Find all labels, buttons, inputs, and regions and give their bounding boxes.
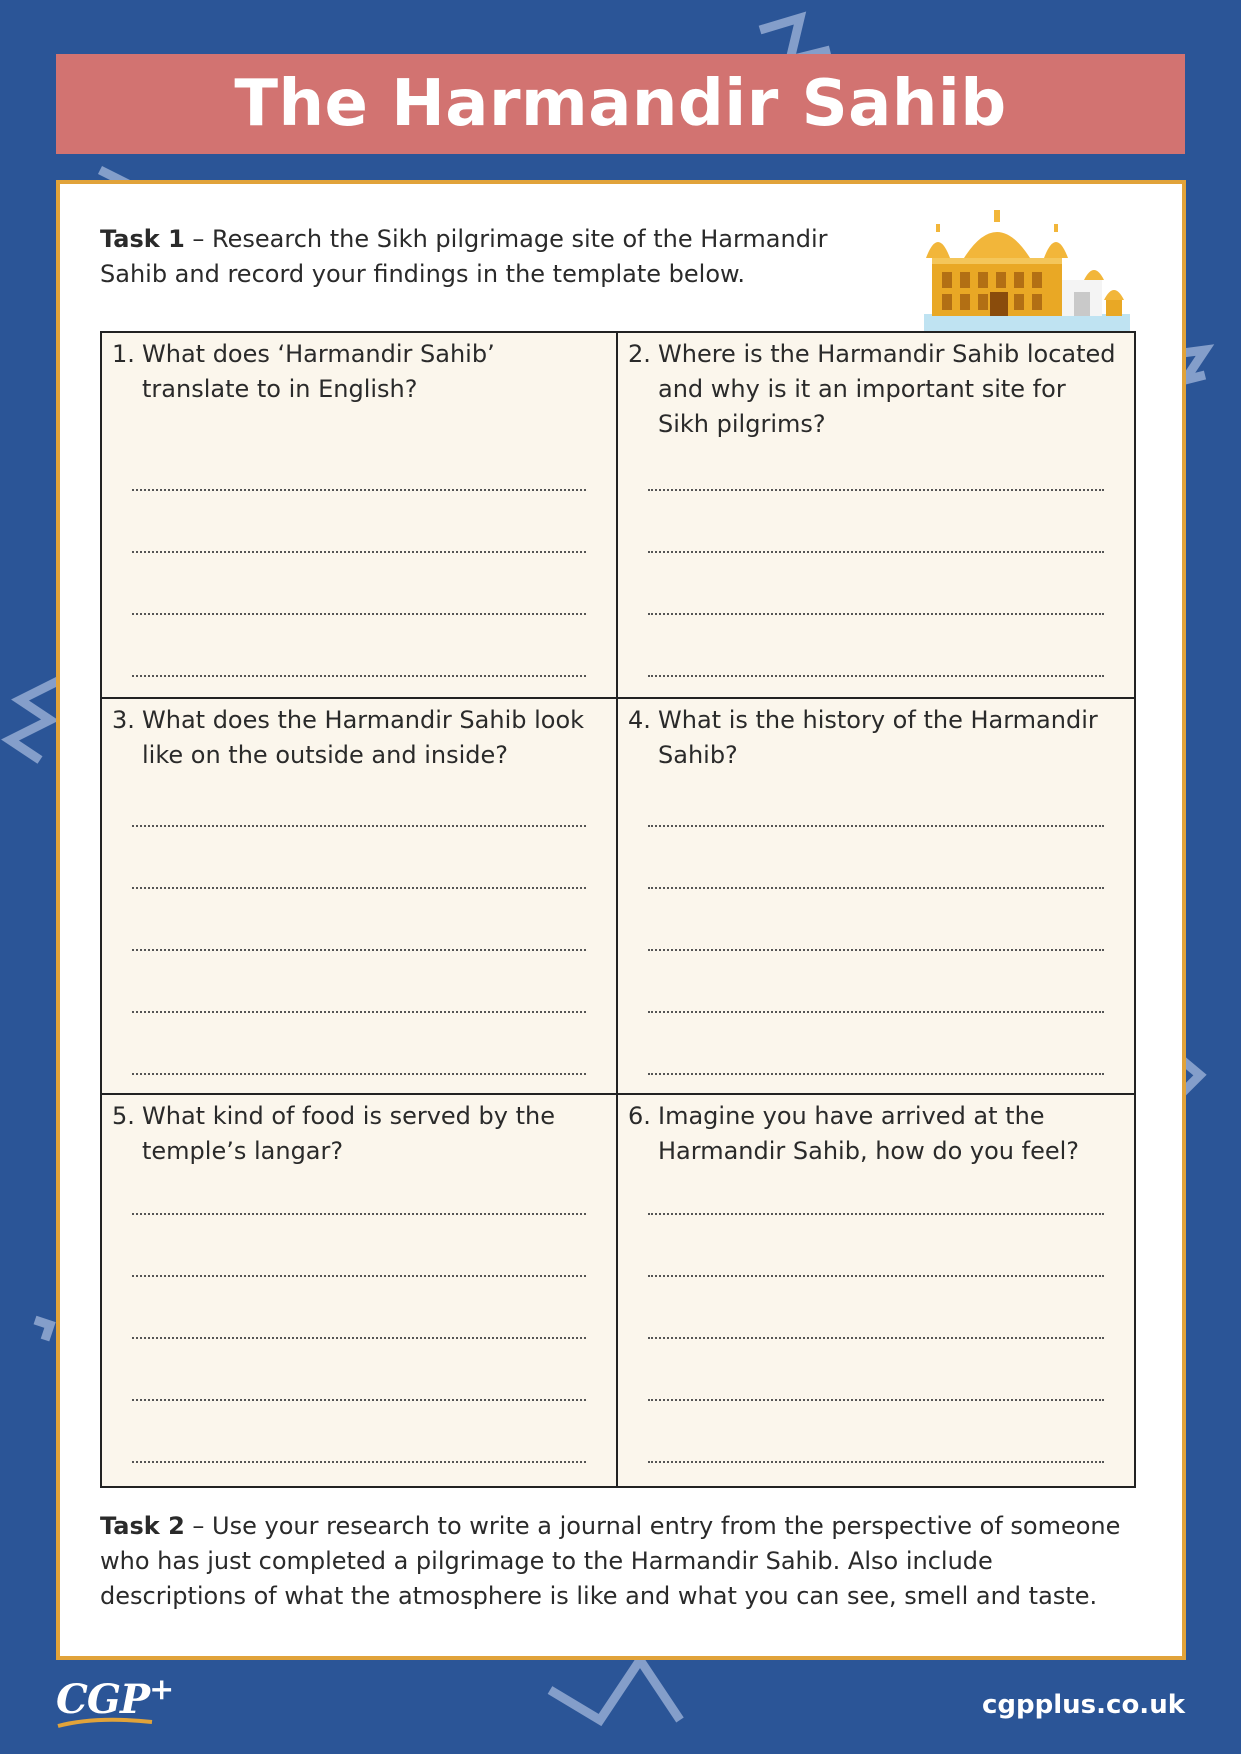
task-1-text: – Research the Sikh pilgrimage site of the Harmandir Sahib and record your findings in the template below. [100,225,828,288]
answer-line[interactable] [132,1275,586,1277]
answer-line[interactable] [132,613,586,615]
task-1-instructions [100,222,840,292]
question-text: Where is the Harmandir Sahib located and why is it an important site for Sikh pilgrims? [658,340,1116,438]
answer-line[interactable] [648,1399,1104,1401]
question-number: 2. [628,340,651,368]
answer-line[interactable] [132,1213,586,1215]
question-number: 4. [628,706,651,734]
question-cell-1 [102,333,618,699]
task-2-label: Task 2 [100,1512,185,1540]
answer-line[interactable] [132,489,586,491]
answer-line[interactable] [648,1011,1104,1013]
answer-line[interactable] [132,551,586,553]
answer-line[interactable] [132,675,586,677]
answer-line[interactable] [132,1399,586,1401]
task-2-text: – Use your research to write a journal entry from the perspective of someone who has just completed a pilgrimage to the Harmandir Sahib. Also include descriptions of what the atmosphere is like and what you can see, smell and taste. [100,1512,1121,1610]
answer-line[interactable] [132,825,586,827]
question-5 [112,1099,604,1169]
answer-line[interactable] [648,1461,1104,1463]
answer-line[interactable] [132,1011,586,1013]
question-cell-3 [102,699,618,1095]
question-text: What kind of food is served by the temple’s langar? [142,1102,555,1165]
logo-plus: + [149,1672,174,1707]
answer-line[interactable] [648,949,1104,951]
question-text: What is the history of the Harmandir Sahib? [658,706,1098,769]
question-number: 5. [112,1102,135,1130]
answer-line[interactable] [648,551,1104,553]
question-text: Imagine you have arrived at the Harmandir Sahib, how do you feel? [658,1102,1080,1165]
answer-line[interactable] [648,1337,1104,1339]
golden-temple-icon [924,196,1130,334]
page-title: The Harmandir Sahib [234,67,1007,141]
question-number: 6. [628,1102,651,1130]
answer-line[interactable] [648,613,1104,615]
worksheet-panel [56,180,1186,1660]
questions-grid [100,331,1136,1488]
question-number: 1. [112,340,135,368]
question-text: What does the Harmandir Sahib look like on the outside and inside? [142,706,585,769]
question-6 [628,1099,1122,1169]
question-2 [628,337,1122,442]
answer-line[interactable] [648,1275,1104,1277]
task-1-label: Task 1 [100,225,185,253]
task-2-instructions [100,1509,1140,1614]
answer-line[interactable] [132,1073,586,1075]
answer-line[interactable] [132,949,586,951]
title-banner [56,54,1185,154]
question-text: What does ‘Harmandir Sahib’ translate to in English? [142,340,495,403]
website-url: cgpplus.co.uk [982,1690,1185,1720]
answer-line[interactable] [132,1337,586,1339]
answer-line[interactable] [648,1073,1104,1075]
question-1 [112,337,604,407]
question-cell-4 [618,699,1134,1095]
question-3 [112,703,604,773]
answer-line[interactable] [132,887,586,889]
logo-text: CGP [56,1676,150,1723]
answer-line[interactable] [648,887,1104,889]
question-cell-2 [618,333,1134,699]
question-cell-6 [618,1095,1134,1486]
answer-line[interactable] [648,1213,1104,1215]
answer-line[interactable] [648,489,1104,491]
answer-line[interactable] [132,1461,586,1463]
answer-line[interactable] [648,675,1104,677]
answer-line[interactable] [648,825,1104,827]
question-4 [628,703,1122,773]
logo-swoosh-icon [56,1716,156,1730]
question-number: 3. [112,706,135,734]
question-cell-5 [102,1095,618,1486]
